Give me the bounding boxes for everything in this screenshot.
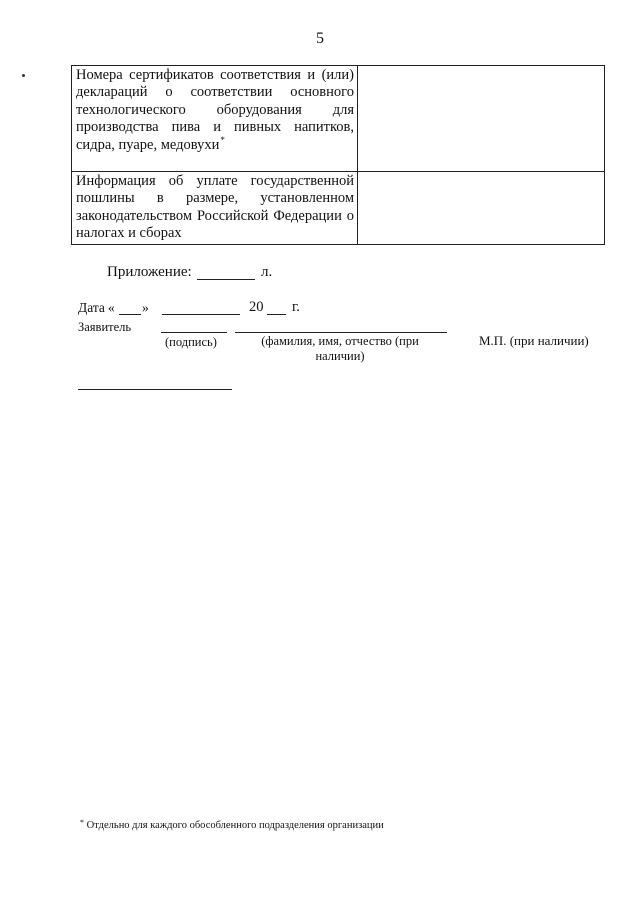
date-year-prefix: 20 <box>249 299 264 315</box>
date-quote-close: » <box>142 300 149 315</box>
applicant-label: Заявитель <box>78 320 132 334</box>
state-duty-value-cell[interactable] <box>358 172 605 245</box>
attachment-unit: л. <box>261 264 273 280</box>
date-month-field[interactable] <box>162 314 240 315</box>
state-duty-label: Информация об уплате государственной пошлины в размере, установленном законодательством Российской Федерации о налогах и сборах <box>76 173 354 242</box>
footnote-divider <box>78 389 232 390</box>
date-year-unit: г. <box>292 299 300 315</box>
date-day-field[interactable] <box>119 314 141 315</box>
page-number: 5 <box>316 30 324 47</box>
seal-caption: М.П. (при наличии) <box>479 333 589 348</box>
application-form-table <box>71 65 605 245</box>
certificate-numbers-label: Номера сертификатов соответствия и (или) деклараций о соответствии основного технологического оборудования для производства пива и пивных напитков, сидра, пуаре, медовухи <box>76 67 354 153</box>
certificate-numbers-label-cell <box>72 66 358 172</box>
footnote-mark: * <box>220 134 225 145</box>
certificate-numbers-value-cell[interactable] <box>358 66 605 172</box>
signature-caption: (подпись) <box>165 335 217 349</box>
state-duty-label-cell <box>72 172 358 245</box>
date-quote-open: « <box>108 300 115 315</box>
attachment-pages-field[interactable] <box>197 279 255 280</box>
signature-field[interactable] <box>161 332 227 333</box>
footnote-text: Отдельно для каждого обособленного подразделения организации <box>86 820 384 831</box>
margin-dot <box>22 74 25 77</box>
attachment-label: Приложение: <box>107 264 192 280</box>
footnote <box>80 820 384 831</box>
fullname-field[interactable] <box>235 332 447 333</box>
fullname-caption: (фамилия, имя, отчество (при наличии) <box>261 334 419 363</box>
table-row <box>72 66 605 172</box>
date-label: Дата <box>78 300 105 315</box>
table-row <box>72 172 605 245</box>
footnote-mark: * <box>80 818 84 827</box>
date-year-field[interactable] <box>267 314 286 315</box>
